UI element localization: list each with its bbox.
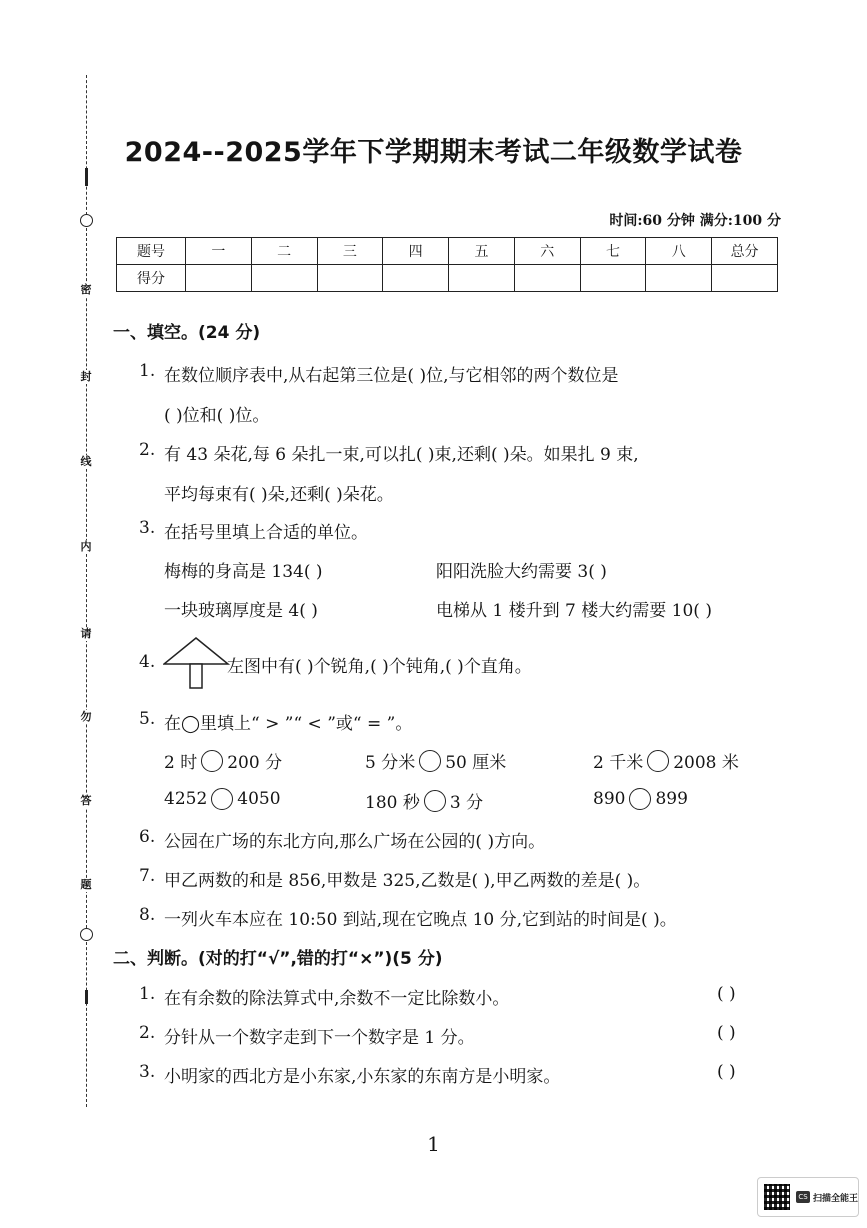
compare-item bbox=[365, 748, 506, 773]
answer-bracket[interactable]: ( ) bbox=[717, 984, 736, 1004]
compare-item bbox=[593, 788, 688, 810]
score-cell[interactable] bbox=[646, 265, 712, 292]
table-cell: 八 bbox=[646, 238, 712, 265]
compare-circle[interactable] bbox=[629, 788, 651, 810]
binding-char: 勿 bbox=[78, 710, 94, 724]
score-cell[interactable] bbox=[186, 265, 252, 292]
compare-right: 899 bbox=[655, 789, 688, 809]
score-cell[interactable] bbox=[514, 265, 580, 292]
binding-char: 内 bbox=[78, 540, 94, 554]
question-text: 一列火车本应在 10:50 到站,现在它晚点 10 分,它到站的时间是( )。 bbox=[164, 910, 677, 930]
compare-right: 50 厘米 bbox=[445, 753, 507, 773]
binding-char: 题 bbox=[78, 878, 94, 892]
score-table bbox=[116, 237, 778, 292]
score-table-header-row bbox=[117, 238, 778, 265]
compare-left: 2 千米 bbox=[593, 753, 644, 773]
score-cell[interactable] bbox=[712, 265, 778, 292]
qr-code-icon bbox=[764, 1184, 790, 1210]
binding-mark bbox=[85, 990, 88, 1004]
question-number: 2. bbox=[139, 1023, 156, 1043]
question-text: 公园在广场的东北方向,那么广场在公园的( )方向。 bbox=[164, 832, 546, 852]
table-cell: 题号 bbox=[117, 238, 186, 265]
question-number: 6. bbox=[139, 827, 156, 847]
compare-left: 890 bbox=[593, 789, 626, 809]
camscanner-logo-icon: CS bbox=[796, 1191, 810, 1203]
binding-char: 答 bbox=[78, 794, 94, 808]
question-number: 7. bbox=[139, 866, 156, 886]
compare-circle[interactable] bbox=[424, 790, 446, 812]
time-info: 时间:60 分钟 满分:100 分 bbox=[609, 213, 781, 229]
question-number: 2. bbox=[139, 440, 156, 460]
question-text: 在数位顺序表中,从右起第三位是( )位,与它相邻的两个数位是 bbox=[164, 366, 619, 386]
section-heading-judgement: 二、判断。(对的打“√”,错的打“×”)(5 分) bbox=[113, 949, 443, 969]
section-heading-fill-blank: 一、填空。(24 分) bbox=[113, 323, 261, 343]
unit-blank: 梅梅的身高是 134( ) bbox=[164, 562, 323, 582]
compare-right: 4050 bbox=[237, 789, 281, 809]
question-text: 平均每束有( )朵,还剩( )朵花。 bbox=[164, 485, 394, 505]
compare-right: 2008 米 bbox=[673, 753, 739, 773]
unit-blank: 阳阳洗脸大约需要 3( ) bbox=[436, 562, 607, 582]
score-cell[interactable] bbox=[580, 265, 646, 292]
compare-left: 180 秒 bbox=[365, 793, 420, 813]
score-cell[interactable] bbox=[251, 265, 317, 292]
question-text: 在◯里填上“ > ”“ < ”或“ = ”。 bbox=[164, 714, 413, 734]
exam-title: 2024--2025学年下学期期末考试二年级数学试卷 bbox=[124, 137, 743, 168]
table-cell: 总分 bbox=[712, 238, 778, 265]
arrow-figure-icon bbox=[163, 636, 231, 690]
binding-dashed-line bbox=[86, 942, 87, 1107]
binding-char: 密 bbox=[78, 283, 94, 297]
binding-dashed-line bbox=[86, 228, 87, 928]
question-text: 甲乙两数的和是 856,甲数是 325,乙数是( ),甲乙两数的差是( )。 bbox=[164, 871, 651, 891]
compare-left: 4252 bbox=[164, 789, 208, 809]
question-text: 左图中有( )个锐角,( )个钝角,( )个直角。 bbox=[227, 657, 532, 677]
compare-left: 5 分米 bbox=[365, 753, 416, 773]
question-text: ( )位和( )位。 bbox=[164, 406, 270, 426]
page-number: 1 bbox=[427, 1132, 440, 1156]
question-text: 分针从一个数字走到下一个数字是 1 分。 bbox=[164, 1028, 475, 1048]
score-table-score-row bbox=[117, 265, 778, 292]
compare-circle[interactable] bbox=[647, 750, 669, 772]
binding-mark bbox=[85, 168, 88, 186]
unit-blank: 电梯从 1 楼升到 7 楼大约需要 10( ) bbox=[436, 601, 712, 621]
score-cell[interactable] bbox=[317, 265, 383, 292]
question-number: 5. bbox=[139, 709, 156, 729]
compare-item bbox=[593, 748, 739, 773]
compare-circle[interactable] bbox=[419, 750, 441, 772]
table-cell: 二 bbox=[251, 238, 317, 265]
table-cell: 七 bbox=[580, 238, 646, 265]
question-number: 3. bbox=[139, 518, 156, 538]
question-number: 3. bbox=[139, 1062, 156, 1082]
unit-blank: 一块玻璃厚度是 4( ) bbox=[164, 601, 318, 621]
table-cell: 六 bbox=[514, 238, 580, 265]
answer-bracket[interactable]: ( ) bbox=[717, 1023, 736, 1043]
compare-circle[interactable] bbox=[211, 788, 233, 810]
question-text: 小明家的西北方是小东家,小东家的东南方是小明家。 bbox=[164, 1067, 561, 1087]
question-number: 8. bbox=[139, 905, 156, 925]
compare-right: 3 分 bbox=[449, 793, 484, 813]
scanner-label: 扫描全能王 bbox=[813, 1193, 859, 1204]
table-cell: 得分 bbox=[117, 265, 186, 292]
compare-left: 2 时 bbox=[164, 753, 198, 773]
table-cell: 一 bbox=[186, 238, 252, 265]
binding-char: 线 bbox=[78, 455, 94, 469]
answer-bracket[interactable]: ( ) bbox=[717, 1062, 736, 1082]
binding-char: 封 bbox=[78, 370, 94, 384]
question-text: 在括号里填上合适的单位。 bbox=[164, 523, 368, 543]
table-cell: 三 bbox=[317, 238, 383, 265]
table-cell: 五 bbox=[449, 238, 515, 265]
binding-char: 请 bbox=[78, 627, 94, 641]
question-text: 在有余数的除法算式中,余数不一定比除数小。 bbox=[164, 989, 510, 1009]
question-text: 有 43 朵花,每 6 朵扎一束,可以扎( )束,还剩( )朵。如果扎 9 束, bbox=[164, 445, 639, 465]
binding-hole-icon bbox=[80, 214, 93, 227]
scanner-watermark bbox=[757, 1177, 859, 1217]
compare-circle[interactable] bbox=[201, 750, 223, 772]
score-cell[interactable] bbox=[449, 265, 515, 292]
compare-item bbox=[164, 748, 282, 773]
compare-item bbox=[164, 788, 281, 810]
compare-right: 200 分 bbox=[227, 753, 283, 773]
question-number: 1. bbox=[139, 361, 156, 381]
table-cell: 四 bbox=[383, 238, 449, 265]
binding-hole-icon bbox=[80, 928, 93, 941]
question-number: 1. bbox=[139, 984, 156, 1004]
score-cell[interactable] bbox=[383, 265, 449, 292]
question-number: 4. bbox=[139, 652, 156, 672]
compare-item bbox=[365, 788, 483, 813]
